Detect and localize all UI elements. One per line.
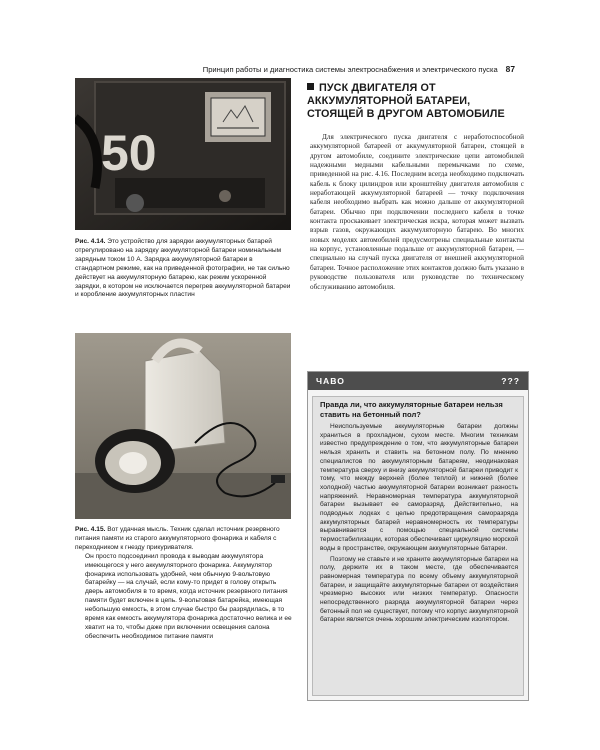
faq-question: Правда ли, что аккумуляторные батареи нельзя ставить на бетонный пол? <box>320 400 503 419</box>
flashlight-photo <box>75 333 291 519</box>
header-title: Принцип работы и диагностика системы электроснабжения и электрического пуска <box>202 65 498 74</box>
faq-marks: ??? <box>501 376 520 386</box>
figure-caption-4-15 <box>75 526 293 642</box>
figure-label: Рис. 4.14. <box>75 238 106 245</box>
faq-box <box>307 371 529 701</box>
charger-label-text: 50 <box>101 125 157 181</box>
faq-answer <box>313 423 523 625</box>
figure-caption-4-14 <box>75 238 293 300</box>
running-header <box>160 64 515 74</box>
faq-header-bar <box>308 372 528 390</box>
faq-label: ЧАВО <box>316 376 345 386</box>
square-bullet-icon <box>307 83 314 90</box>
faq-answer-paragraph: Неиспользуемые аккумуляторные батареи должны храниться в прохладном, сухом месте. Многим техникам известно предупреждение о том, что аккумуляторные батареи нельзя хранить и ставить на бетонном полу. По мнению специалистов по аккумуляторным батареям, неодинаковая температура сверху и внизу аккумуляторной батареи приводит к тому, что между верхней (более теплой) и нижней (более холодной) частью аккумуляторной батареи возникает разность напряжений. Неравномерная температура аккумуляторной батареи вызывает ее саморазряд. Действительно, на подводных лодках с целью предотвращения саморазряда аккумуляторных батарей неравномерность их температуры выравнивается с помощью специальной системы термостабилизации, которая обеспечивает циркуляцию морской воды в пространстве, окружающем аккумуляторные батареи. <box>320 423 518 552</box>
faq-answer-paragraph: Поэтому не ставьте и не храните аккумуляторные батареи на полу, держите их в таком месте, где обеспечивается равномерная температура по всему объему аккумуляторной батареи, и защищайте аккумуляторные батареи от воздействия чрезмерно высоких или низких температур. Опасности непосредственного разряда аккумуляторной батареи через бетонный пол не существует, потому что корпус аккумуляторной батареи является очень хорошим электрическим изолятором. <box>320 555 518 624</box>
figure-label: Рис. 4.15. <box>75 526 106 533</box>
section-title: ПУСК ДВИГАТЕЛЯ ОТ АККУМУЛЯТОРНОЙ БАТАРЕИ, СТОЯЩЕЙ В ДРУГОМ АВТОМОБИЛЕ <box>307 82 505 120</box>
page-number: 87 <box>505 64 515 74</box>
section-heading <box>307 82 527 121</box>
caption-text: Это устройство для зарядки аккумуляторных батарей отрегулировано на зарядку аккумуляторной батареи номинальным зарядным током 10 А. Зарядка аккумуляторной батареи в стандартном режиме, как на приведенной фотографии, не так сильно действует на аккумуляторную батарею, как режим ускоренной зарядки, в котором не исключается перегрев аккумуляторной батареи и коробление аккумуляторных пластин <box>75 238 291 299</box>
caption-text-continued: Он просто подсоединил провода к выводам аккумулятора имеющегося у него аккумуляторного фонарика. Аккумулятор фонарика использовать удобней, чем обычную 9-вольтовую батарейку — на случай, если кому-то придет в голову открыть дверь автомобиля в то время, когда источник резервного питания памяти будет включен в цепь. 9-вольтовая батарейка, имеющая небольшую емкость, в этом случае быстро бы разрядилась, в то время как емкость аккумулятора фонарика достаточно велика и ее хватит на то, чтобы даже при включении освещения салона обеспечить необходимое питание памяти <box>85 552 292 640</box>
caption-text: Вот удачная мысль. Техник сделал источник резервного питания памяти из старого аккумуляторного фонарика и кабеля с переходником к гнезду прикуривателя. <box>75 526 280 551</box>
faq-content <box>312 396 524 696</box>
charger-photo <box>75 78 291 230</box>
section-body: Для электрического пуска двигателя с неработоспособной аккумуляторной батареей от аккумуляторной батареи, стоящей в другом автомобиле, соедините электрические цепи автомобилей надежными медными кабельными перемычками по схеме, приведенной на рис. 4.16. Последним всегда необходимо подключать кабель к блоку цилиндров или кронштейну двигателя автомобиля с неработающей аккумуляторной батареей — точку подключения кабеля необходимо выбрать как можно дальше от аккумуляторной батареи. Обычно при подключении последнего кабеля в точке контакта проскакивает электрическая искра, которая может вызвать взрыв газов, окружающих аккумуляторную батарею. Во многих новых моделях автомобилей предусмотрены специальные контакты на корпус, установленные подальше от аккумуляторной батареи, — специально на случай пуска двигателя от внешней аккумуляторной батареи. Точное расположение этих контактов должно быть указано в руководстве пользователя или руководстве по техническому обслуживанию автомобиля. <box>310 133 524 291</box>
